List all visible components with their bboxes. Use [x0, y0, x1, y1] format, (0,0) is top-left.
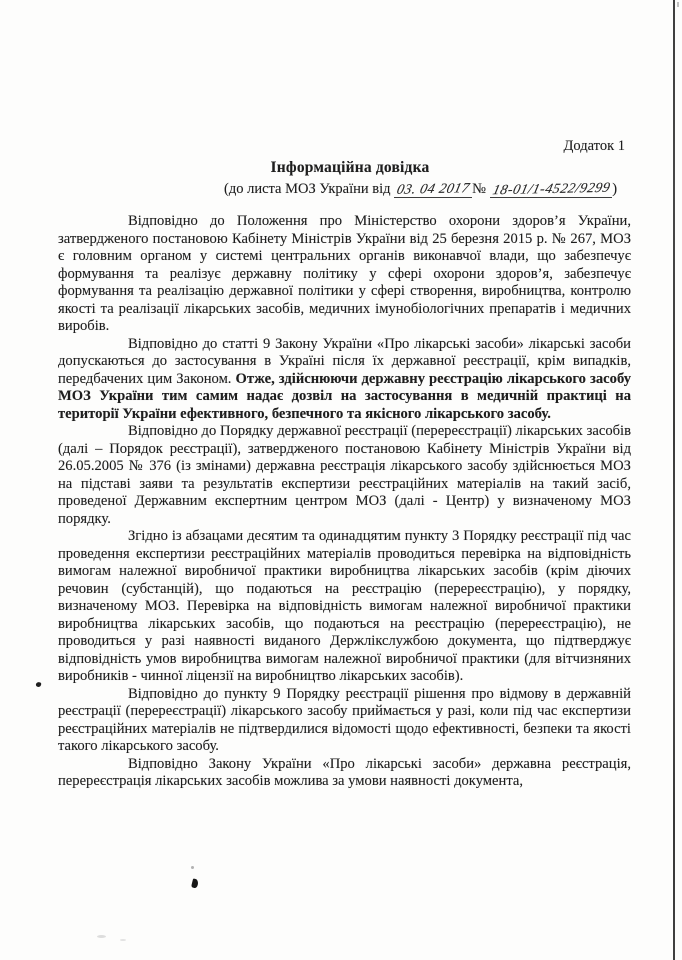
handwritten-number-slot [490, 182, 613, 198]
paragraph-2 [58, 336, 631, 424]
paragraph-4 [58, 528, 631, 686]
paragraph-6 [58, 756, 631, 791]
paragraph-3 [58, 423, 631, 528]
paragraph-1 [58, 213, 631, 336]
scan-speck-top-right [677, 2, 679, 7]
numero-sign: № [472, 181, 486, 197]
ink-speck-bottom-large [191, 878, 199, 888]
paragraph-4-text: Згідно із абзацами десятим та одинадцятим пункту 3 Порядку реєстрації під час проведення експертизи реєстраційних матеріалів проводиться перевірка на відповідність вимогам належної виробничої практики виробництва лікарських засобів (крім діючих речовин (субстанцій), що подаються на реєстрацію (перереєстрацію), у порядку, визначеному МОЗ. Перевірка на відповідність вимогам належної виробничої практики виробництва лікарських засобів, що подаються на реєстрацію (перереєстрацію), не проводиться у разі наявності виданого Держлікслужбою документа, що підтверджує відповідність умов виробництва вимогам належної виробничої практики (для вітчизняних виробників - чинної ліцензії на виробництво лікарських засобів). [58, 528, 631, 684]
paragraph-5-text: Відповідно до пункту 9 Порядку реєстрації рішення про відмову в державній реєстрації (перереєстрації) лікарського засобу приймається у разі, коли під час експертизи реєстраційних матеріалів не підтвердилися відомості щодо ефективності, безпеки та якості такого лікарського засобу. [58, 685, 631, 754]
paragraph-3-text: Відповідно до Порядку державної реєстрації (перереєстрації) лікарських засобів (далі – Порядок реєстрації), затвердженого постановою Кабінету Міністрів України від 26.05.2005 № 376 (із змінами) державна реєстрація лікарського засобу здійснюється МОЗ на підставі заяви та результатів експертизи реєстраційних матеріалів на такий засіб, проведеної Державним експертним центром МОЗ (далі - Центр) у визначеному МОЗ порядку. [58, 423, 631, 527]
handwritten-number: 18-01/1-4522/9299 [490, 180, 612, 199]
scan-smudge-bottom-left-2 [120, 939, 126, 941]
ink-speck-left-margin [35, 681, 42, 688]
subtitle-line [224, 181, 617, 198]
scan-edge-artifact-line [673, 0, 675, 960]
ink-speck-bottom-small [191, 866, 194, 869]
paragraph-2-text: Відповідно до статті 9 Закону України «Про лікарські засоби» лікарські засоби допускаються до застосування в Україні після їх державної реєстрації, крім випадків, передбачених цим Законом. [58, 335, 631, 387]
paragraph-5 [58, 686, 631, 756]
annex-label: Додаток 1 [563, 138, 625, 154]
paragraph-2-bold-text: Отже, здійснюючи державну реєстрацію лікарського засобу МОЗ України тим самим надає дозвіл на застосування в медичній практиці на території України ефективного, безпечного та якісного лікарського засобу. [58, 370, 631, 422]
document-body [58, 213, 631, 791]
paragraph-6-text: Відповідно Закону України «Про лікарські засоби» державна реєстрація, перереєстрація лікарських засобів можлива за умови наявності документа, [58, 755, 631, 789]
subtitle-prefix: (до листа МОЗ України від [224, 181, 391, 197]
scan-smudge-bottom-left-1 [97, 935, 106, 938]
page-title: Інформаційна довідка [270, 159, 430, 176]
subtitle-closing-paren: ) [612, 181, 618, 197]
paragraph-1-text: Відповідно до Положення про Міністерство охорони здоров’я України, затвердженого постановою Кабінету Міністрів України від 25 березня 2015 р. № 267, МОЗ є головним органом у системі центральних органів виконавчої влади, що забезпечує формування та реалізує державну політику у сфері охорони здоров’я, забезпечує формування та реалізацію державної політики у сфері створення, виробництва, контролю якості та реалізації лікарських засобів, медичних імунобіологічних препаратів і медичних виробів. [58, 213, 631, 334]
handwritten-date-slot [394, 182, 472, 198]
handwritten-date: 03. 04 2017 [395, 181, 472, 198]
